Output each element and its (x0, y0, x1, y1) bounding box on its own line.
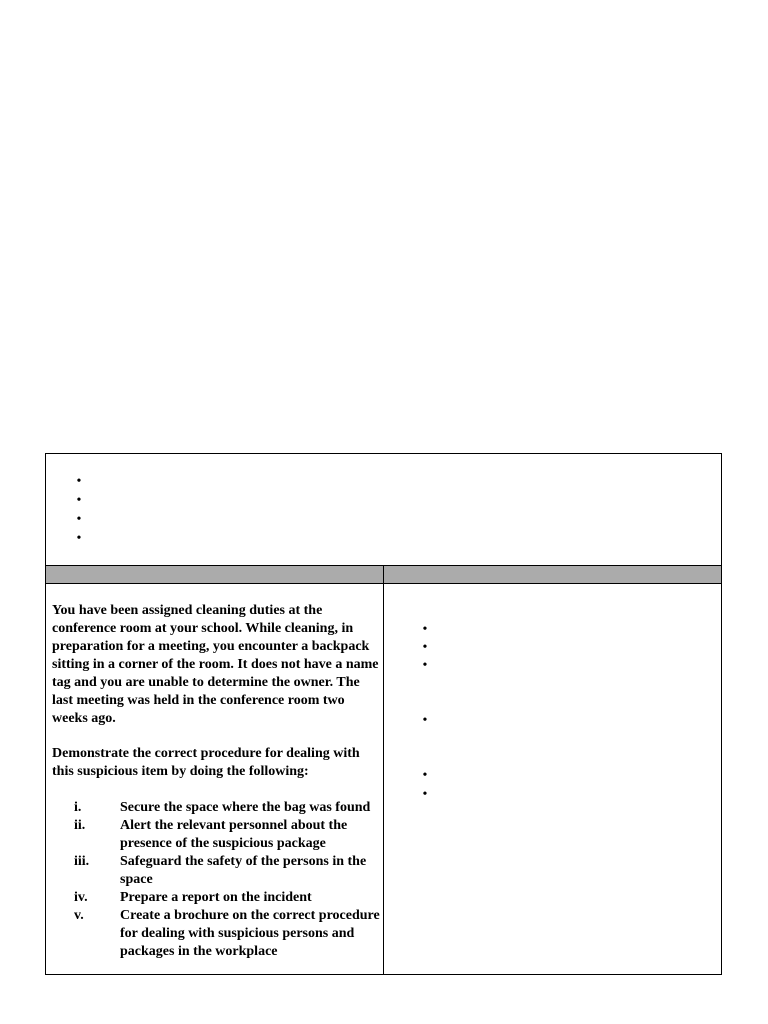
bullet-marker (74, 532, 84, 546)
bullet-marker (420, 623, 430, 637)
bullet-marker (74, 513, 84, 527)
column-divider (383, 565, 384, 974)
procedure-step (52, 889, 382, 907)
bullet-marker (420, 714, 430, 728)
scenario-instruction: Demonstrate the correct procedure for dealing with this suspicious item by doing the following: (52, 746, 360, 779)
procedure-step (52, 817, 382, 853)
step-number: iii. (74, 854, 90, 869)
step-text: Alert the relevant personnel about the presence of the suspicious package (120, 818, 348, 851)
step-number: ii. (74, 818, 86, 833)
step-text: Prepare a report on the incident (120, 890, 312, 905)
bullet-marker (420, 659, 430, 673)
scenario-cell (52, 602, 382, 961)
bullet-marker (420, 769, 430, 783)
procedure-steps (52, 799, 382, 961)
procedure-step (52, 799, 382, 817)
procedure-step (52, 853, 382, 889)
step-number: i. (74, 800, 82, 815)
step-number: v. (74, 908, 84, 923)
bullet-marker (74, 494, 84, 508)
top-bullet-section (46, 454, 721, 565)
procedure-step (52, 907, 382, 961)
step-number: iv. (74, 890, 88, 905)
assessment-table (45, 453, 722, 975)
bullet-marker (420, 641, 430, 655)
scenario-paragraph: You have been assigned cleaning duties at the conference room at your school. While cleaning, in preparation for a meeting, you encounter a backpack sitting in a corner of the room. It does not have a name tag and you are unable to determine the owner. The last meeting was held in the conference room two weeks ago. (52, 603, 379, 726)
step-text: Secure the space where the bag was found (120, 800, 371, 815)
step-text: Create a brochure on the correct procedure for dealing with suspicious persons and packages in the workplace (120, 908, 380, 959)
bullet-marker (420, 788, 430, 802)
step-text: Safeguard the safety of the persons in the space (120, 854, 367, 887)
bullet-marker (74, 475, 84, 489)
